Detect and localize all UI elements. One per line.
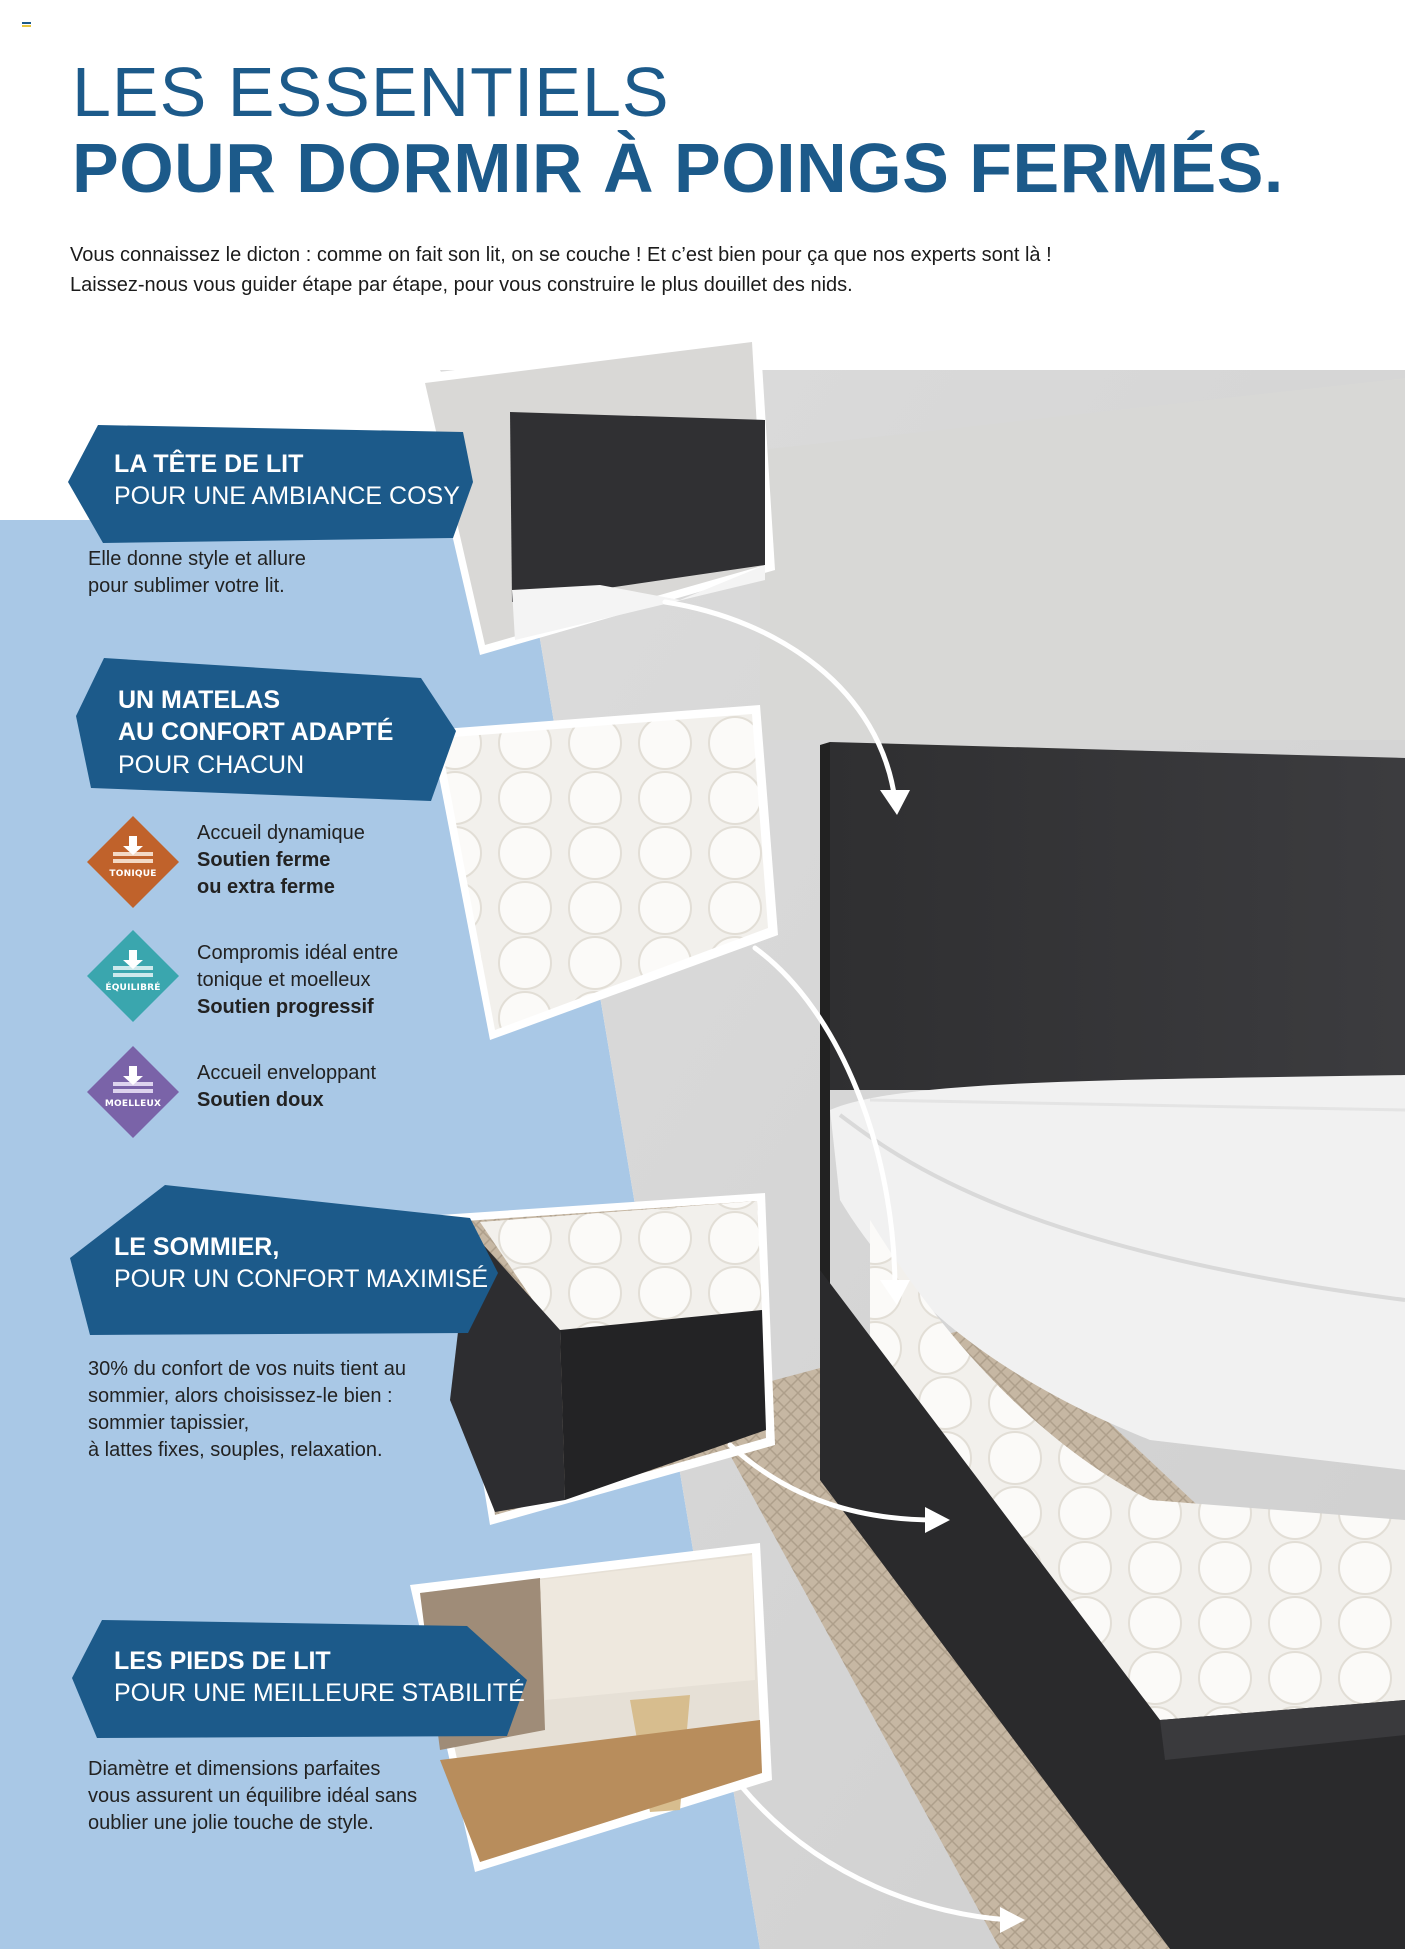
legs-desc-line: Diamètre et dimensions parfaites [88,1758,381,1780]
equilibre-badge-icon [85,928,181,1024]
mattress-tag [76,656,462,806]
arrow-heads [880,790,1025,1933]
legs-tag [72,1618,528,1740]
equilibre-badge-label: ÉQUILIBRÉ [105,983,161,993]
moelleux-text [197,1060,376,1114]
page-title-line2: POUR DORMIR À POINGS FERMÉS. [72,129,1284,207]
legs-title: LES PIEDS DE LIT [114,1647,331,1675]
mattress-title-1: UN MATELAS [118,686,281,714]
intro-line-2: Laissez-nous vous guider étape par étape, pour vous construire le plus douillet des nids. [70,274,853,296]
moelleux-line: Soutien doux [197,1089,324,1111]
headboard-title: LA TÊTE DE LIT [114,450,304,478]
tonique-line: Accueil dynamique [197,822,365,844]
legs-description [88,1756,417,1837]
tonique-line: Soutien ferme [197,849,331,871]
headboard-desc-line: pour sublimer votre lit. [88,575,285,597]
equilibre-line: Compromis idéal entre [197,942,399,964]
box-spring-desc-line: sommier tapissier, [88,1412,250,1434]
moelleux-line: Accueil enveloppant [197,1062,377,1084]
box-spring-desc-line: à lattes fixes, souples, relaxation. [88,1439,383,1461]
box-spring-subtitle: POUR UN CONFORT MAXIMISÉ [114,1265,489,1293]
box-spring-desc-line: 30% du confort de vos nuits tient au [88,1358,406,1380]
tonique-badge-icon [85,814,181,910]
box-spring-tag [70,1183,498,1338]
tonique-badge-label: TONIQUE [109,869,157,879]
headboard-subtitle: POUR UNE AMBIANCE COSY [114,482,460,510]
moelleux-badge-icon [85,1044,181,1140]
page-title-line1: LES ESSENTIELS [72,53,670,131]
box-spring-description [88,1356,406,1464]
headboard-desc-line: Elle donne style et allure [88,548,306,570]
intro-text [70,240,1320,300]
legs-desc-line: oublier une jolie touche de style. [88,1812,374,1834]
moelleux-badge-label: MOELLEUX [104,1099,162,1109]
intro-line-1: Vous connaissez le dicton : comme on fait son lit, on se couche ! Et c’est bien pour ça que nos experts sont là ! [70,244,1052,266]
legs-desc-line: vous assurent un équilibre idéal sans [88,1785,418,1807]
headboard-tag [68,420,478,540]
mattress-inset-photo [430,705,778,1040]
equilibre-text [197,940,398,1021]
tonique-text [197,820,365,901]
box-spring-title: LE SOMMIER, [114,1233,280,1261]
headboard-description [88,546,306,600]
equilibre-line: Soutien progressif [197,996,374,1018]
mattress-subtitle: POUR CHACUN [118,751,305,779]
equilibre-line: tonique et moelleux [197,969,371,991]
legs-subtitle: POUR UNE MEILLEURE STABILITÉ [114,1679,525,1707]
mattress-title-2: AU CONFORT ADAPTÉ [118,718,394,746]
tonique-line: ou extra ferme [197,876,335,898]
box-spring-desc-line: sommier, alors choisissez-le bien : [88,1385,393,1407]
